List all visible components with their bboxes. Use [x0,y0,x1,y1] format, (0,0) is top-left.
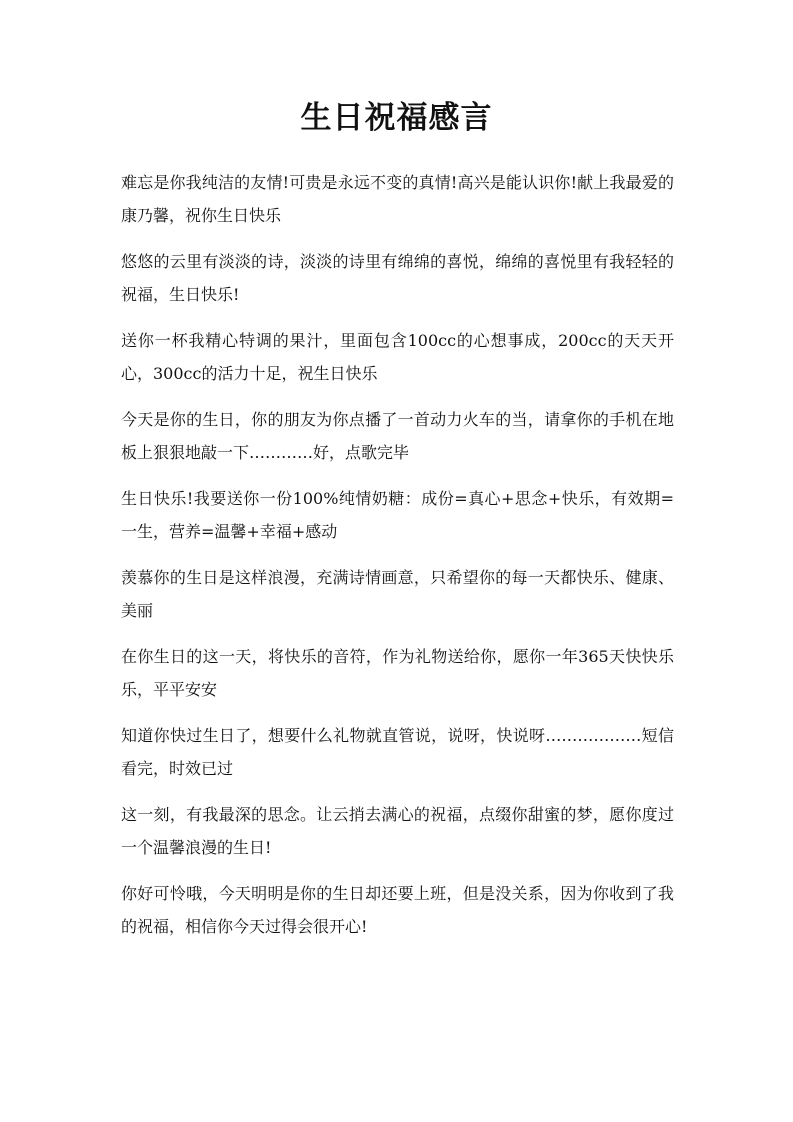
paragraph: 你好可怜哦，今天明明是你的生日却还要上班，但是没关系，因为你收到了我的祝福，相信你今天过得会很开心! [121,884,674,936]
paragraph: 在你生日的这一天，将快乐的音符，作为礼物送给你，愿你一年365天快快乐乐，平平安安 [121,647,674,699]
paragraph: 送你一杯我精心特调的果汁，里面包含100cc的心想事成，200cc的天天开心，300cc的活力十足，祝生日快乐 [121,331,674,383]
paragraph: 难忘是你我纯洁的友情!可贵是永远不变的真情!高兴是能认识你!献上我最爱的康乃馨，祝你生日快乐 [121,173,674,225]
paragraph: 今天是你的生日，你的朋友为你点播了一首动力火车的当，请拿你的手机在地板上狠狠地敲一下…………好，点歌完毕 [121,410,674,462]
document-body [121,166,674,956]
paragraph: 这一刻，有我最深的思念。让云捎去满心的祝福，点缀你甜蜜的梦，愿你度过一个温馨浪漫的生日! [121,805,674,857]
paragraph: 知道你快过生日了，想要什么礼物就直管说，说呀，快说呀………………短信看完，时效已过 [121,726,674,778]
paragraph: 生日快乐!我要送你一份100%纯情奶糖：成份=真心+思念+快乐，有效期=一生，营养=温馨+幸福+感动 [121,489,674,541]
paragraph: 悠悠的云里有淡淡的诗，淡淡的诗里有绵绵的喜悦，绵绵的喜悦里有我轻轻的祝福，生日快乐! [121,252,674,304]
document-title: 生日祝福感言 [300,100,493,136]
paragraph: 羡慕你的生日是这样浪漫，充满诗情画意，只希望你的每一天都快乐、健康、美丽 [121,568,674,620]
